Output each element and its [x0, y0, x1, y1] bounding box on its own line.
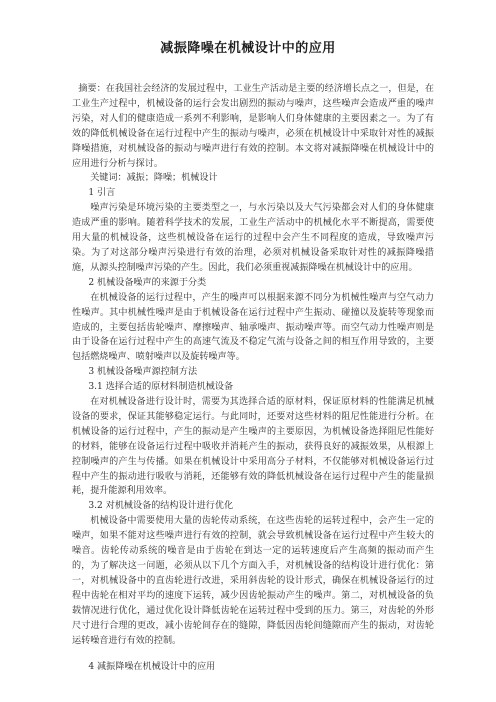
abstract: 摘要：在我国社会经济的发展过程中，工业生产活动是主要的经济增长点之一，但是，在工业生产过程中，机械设备的运行会发出剧烈的振动与噪声，这些噪声会造成严重的噪声污染，对人们的健康造成一系列不利影响，是影响人们身体健康的主要因素之一。为了有效的降低机械设备在运行过程中产生的振动与噪声，必须在机械设计中采取针对性的减振降噪措施，对机械设备的振动与噪声进行有效的控制。本文将对减振降噪在机械设计中的应用进行分析与探讨。	[72, 84, 434, 169]
paragraph: 噪声污染是环境污染的主要类型之一，与水污染以及大气污染都会对人们的身体健康造成严重的影响。随着科学技术的发展，工业生产活动中的机械化水平不断提高，需要使用大量的机械设备，这些机械设备在运行的过程中会产生不同程度的造成，导致噪声污染。为了对这部分噪声污染进行有效的治理，必须对机械设备采取针对性的减振降噪措施，从源头控制噪声污染的产生。因此，我们必须重视减振降噪在机械设计中的应用。	[72, 203, 434, 273]
subsection-heading-materials: 3.1 选择合适的原材料制造机械设备	[88, 382, 234, 393]
paragraph: 机械设备中需要使用大量的齿轮传动系统，在这些齿轮的运转过程中，会产生一定的噪声，如果不能对这些噪声进行有效的控制，就会导致机械设备在运行过程中产生较大的噪音。齿轮传动系统的噪音是由于齿轮在到达一定的运转速度后产生高频的振动而产生的，为了解决这一问题，必须从以下几个方面入手，对机械设备的结构设计进行优化：第一，对机械设备中的直齿轮进行改进，采用斜齿轮的设计形式，确保在机械设备运行的过程中齿轮在相对平均的速度下运转，减少因齿轮振动产生的噪声。第二，对机械设备的负载情况进行优化，通过优化设计降低齿轮在运转过程中受到的压力。第三，对齿轮的外形尺寸进行合理的更改，减小齿轮间存在的缝隙，降低因齿轮间缝隙而产生的振动，对齿轮运转噪音进行有效的控制。	[72, 516, 434, 646]
document-title: 减振降噪在机械设计中的应用	[160, 41, 336, 56]
section-heading-application: 4 减振降噪在机械设计中的应用	[88, 662, 216, 673]
subsection-heading-structure: 3.2 对机械设备的结构设计进行优化	[88, 501, 234, 512]
spacer	[72, 648, 434, 660]
section-heading-control-methods: 3 机械设备噪声源控制方法	[88, 367, 198, 378]
section-heading-introduction: 1 引言	[88, 188, 116, 199]
document-body	[72, 82, 434, 675]
paragraph: 在机械设备的运行过程中，产生的噪声可以根据来源不同分为机械性噪声与空气动力性噪声。其中机械性噪声是由于机械设备在运行过程中产生振动、碰撞以及旋转等现象而造成的，主要包括齿轮噪声、摩擦噪声、轴承噪声、振动噪声等。而空气动力性噪声则是由于设备在运行过程中产生的高速气流及不稳定气流与设备之间的相互作用导致的，主要包括燃烧噪声、喷射噪声以及旋转噪声等。	[72, 292, 434, 363]
section-heading-noise-sources: 2 机械设备噪声的来源于分类	[88, 277, 207, 288]
keywords: 关键词：减振；降噪；机械设计	[90, 173, 218, 184]
paragraph: 在对机械设备进行设计时，需要为其选择合适的原材料，保证原材料的性能满足机械设备的要求，保证其能够稳定运行。与此同时，还要对这些材料的阻尼性能进行分析。在机械设备的运行过程中，产生的振动是产生噪声的主要原因，为机械设备选择阻尼性能好的材料，能够在设备运行过程中吸收并消耗产生的振动，获得良好的减振效果，从根源上控制噪声的产生与传播。如果在机械设计中采用高分子材料，不仅能够对机械设备运行过程中产生的振动进行吸收与消耗，还能够有效的降低机械设备在运行过程中产生的能量损耗，提升能源利用效率。	[72, 397, 434, 497]
